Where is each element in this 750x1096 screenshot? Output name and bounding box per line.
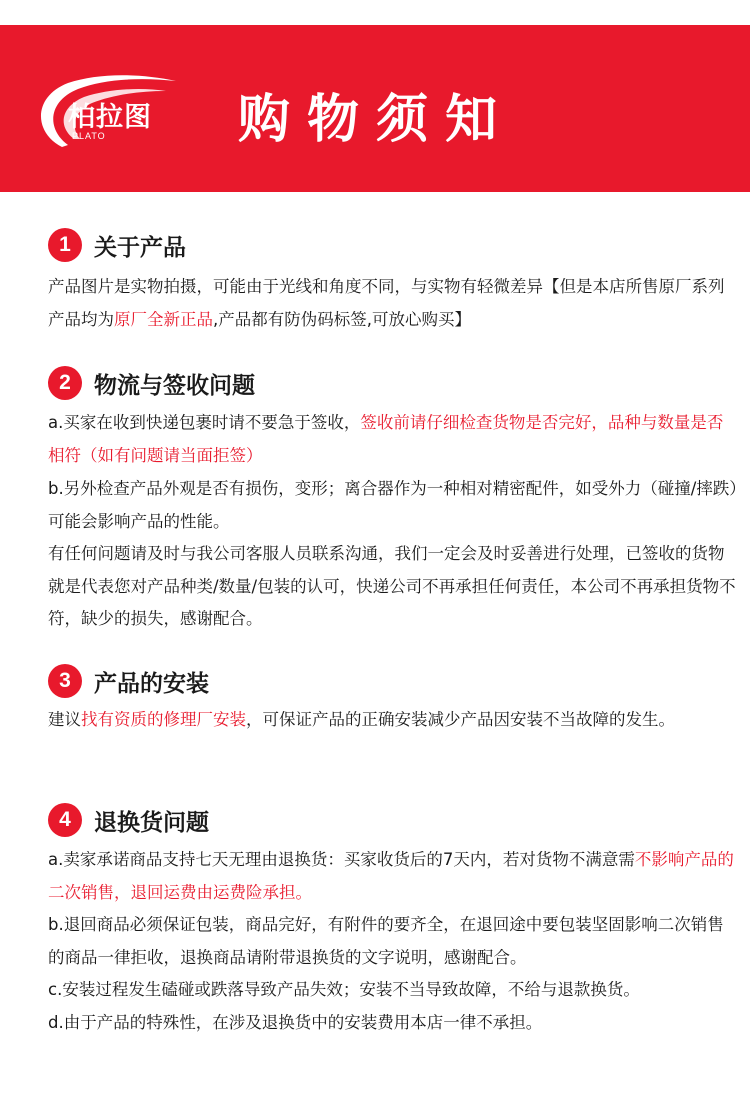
section-3-paragraph: 建议找有资质的修理厂安装，可保证产品的正确安装减少产品因安装不当故障的发生。 xyxy=(48,710,675,729)
logo-subtext: PLATO xyxy=(72,131,106,141)
brand-logo xyxy=(28,67,198,157)
header-banner xyxy=(0,25,750,192)
section-number-badge: 2 xyxy=(48,366,82,400)
section-4-paragraph-d: d.由于产品的特殊性，在涉及退换货中的安装费用本店一律不承担。 xyxy=(48,1013,543,1032)
section-1-paragraph: 产品图片是实物拍摄，可能由于光线和角度不同，与实物有轻微差异【但是本店所售原厂系列产品均为原厂全新正品,产品都有防伪码标签,可放心购买】 xyxy=(48,277,725,329)
section-2-paragraph-b: b.另外检查产品外观是否有损伤，变形；离合器作为一种相对精密配件，如受外力（碰撞/摔跌）可能会影响产品的性能。 xyxy=(48,479,738,531)
section-4-header xyxy=(48,802,209,838)
section-3-header xyxy=(48,663,209,699)
section-1-header xyxy=(48,227,186,263)
section-title: 产品的安装 xyxy=(94,670,209,697)
section-2-header xyxy=(48,365,255,401)
section-number-badge: 1 xyxy=(48,228,82,262)
section-title: 退换货问题 xyxy=(94,809,209,836)
highlight-text: 不影响产品的二次销售，退回运费由运费险承担。 xyxy=(48,850,734,902)
section-number-badge: 4 xyxy=(48,803,82,837)
section-number-badge: 3 xyxy=(48,664,82,698)
logo-text: 柏拉图 xyxy=(68,102,152,133)
section-4-paragraph-c: c.安装过程发生磕碰或跌落导致产品失效；安装不当导致故障，不给与退款换货。 xyxy=(48,980,640,999)
page-title: 购物须知 xyxy=(238,90,515,150)
section-2-paragraph-a: a.买家在收到快递包裹时请不要急于签收，签收前请仔细检查货物是否完好，品种与数量是否相符（如有问题请当面拒签） xyxy=(48,413,724,465)
section-title: 物流与签收问题 xyxy=(94,372,255,399)
highlight-text: 找有资质的修理厂安装 xyxy=(81,710,246,729)
section-4-paragraph-b: b.退回商品必须保证包装，商品完好，有附件的要齐全，在退回途中要包装坚固影响二次销售的商品一律拒收，退换商品请附带退换货的文字说明，感谢配合。 xyxy=(48,915,724,967)
section-4-paragraph-a: a.卖家承诺商品支持七天无理由退换货：买家收货后的7天内，若对货物不满意需不影响产品的二次销售，退回运费由运费险承担。 xyxy=(48,850,734,902)
section-title: 关于产品 xyxy=(94,234,186,261)
highlight-text: 原厂全新正品 xyxy=(114,309,213,329)
highlight-text: 签收前请仔细检查货物是否完好，品种与数量是否相符（如有问题请当面拒签） xyxy=(48,413,724,465)
section-2-paragraph-c: 有任何问题请及时与我公司客服人员联系沟通，我们一定会及时妥善进行处理，已签收的货物就是代表您对产品种类/数量/包装的认可，快递公司不再承担任何责任，本公司不再承担货物不符，缺少的损失，感谢配合。 xyxy=(48,544,736,628)
